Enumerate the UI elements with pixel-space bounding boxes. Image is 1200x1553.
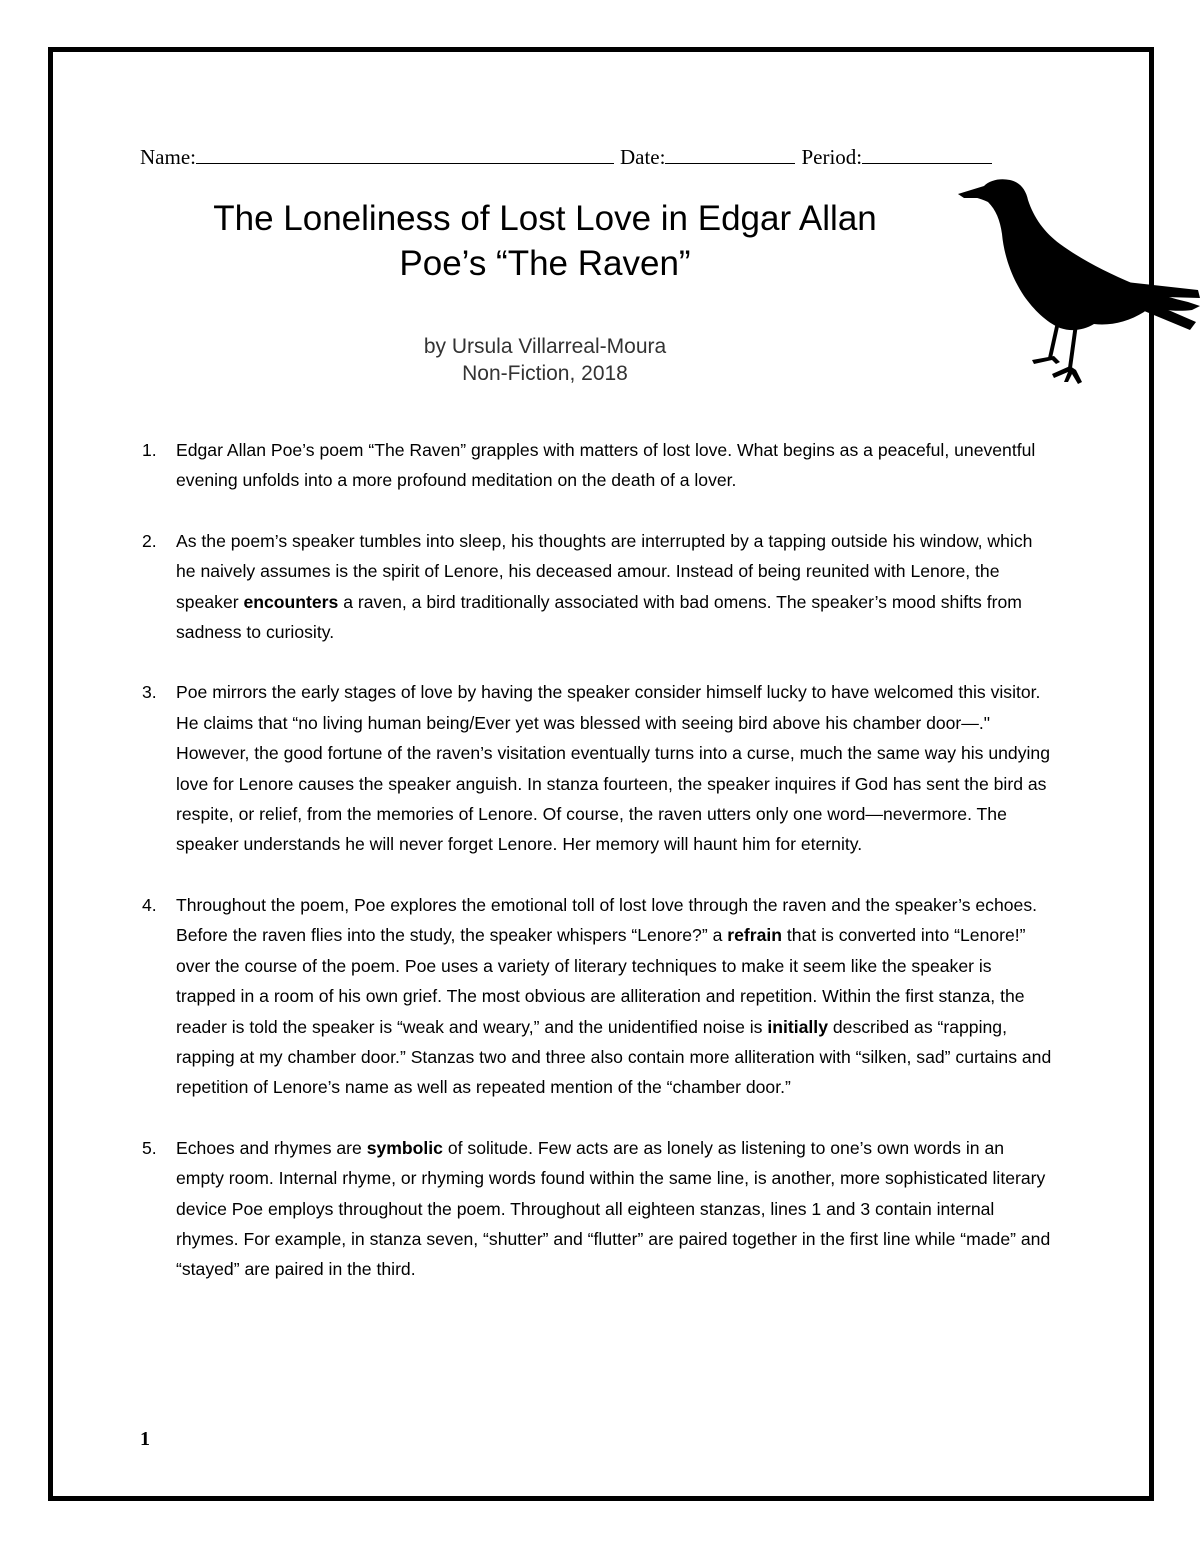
paragraph-number: 2. <box>142 530 157 551</box>
paragraph-3 <box>134 677 1054 859</box>
paragraph-text: Poe mirrors the early stages of love by having the speaker consider himself lucky to have welcomed this visitor. He claims that “no living human being/Ever yet was blessed with seeing bird above his chamber door—." However, the good fortune of the raven’s visitation eventually turns into a curse, much the same way his undying love for Lenore causes the speaker anguish. In stanza fourteen, the speaker inquires if God has sent the bird as respite, or relief, from the memories of Lenore. Of course, the raven utters only one word—nevermore. The speaker understands he will never forget Lenore. Her memory will haunt him for eternity. <box>176 682 1050 855</box>
vocab-word-refrain: refrain <box>727 925 783 946</box>
genre-year: Non-Fiction, 2018 <box>462 362 628 385</box>
paragraph-text: As the poem’s speaker tumbles into sleep, his thoughts are interrupted by a tapping outside his window, which he naively assumes is the spirit of Lenore, his deceased amour. Instead of being reunited with Lenore, the speaker <box>176 530 1033 612</box>
vocab-word-symbolic: symbolic <box>366 1137 443 1158</box>
paragraph-1 <box>134 435 1054 496</box>
author: by Ursula Villarreal-Moura <box>423 335 667 358</box>
paragraph-number: 1. <box>142 440 157 460</box>
paragraph-text: Throughout the poem, Poe explores the emotional toll of lost love through the raven and the speaker’s echoes. Before the raven flies into the study, the speaker whispers “Lenore?” a <box>176 894 1038 946</box>
paragraph-text: of solitude. Few acts are as lonely as listening to one’s own words in an empty room. Internal rhyme, or rhyming words found within the same line, is another, more sophisticated literary device Poe employs throughout the poem. Throughout all eighteen stanzas, lines 1 and 3 contain internal rhymes. For example, in stanza seven, “shutter” and “flutter” are paired together in the first line while “made” and “stayed” are paired in the third. <box>176 1137 1051 1280</box>
paragraph-number: 4. <box>142 894 157 915</box>
title-line-2: Poe’s “The Raven” <box>399 244 691 283</box>
vocab-word-encounters: encounters <box>243 591 339 612</box>
period-label: Period: <box>801 145 863 169</box>
page-number: 1 <box>140 1428 150 1450</box>
paragraph-number: 5. <box>142 1137 157 1158</box>
student-info-line <box>140 143 992 170</box>
paragraph-2 <box>134 526 1054 648</box>
paragraph-text: Echoes and rhymes are <box>176 1137 367 1158</box>
vocab-word-initially: initially <box>767 1016 828 1037</box>
document-title <box>150 196 940 286</box>
paragraph-5 <box>134 1133 1054 1285</box>
date-blank[interactable] <box>665 143 795 164</box>
period-blank[interactable] <box>862 143 992 164</box>
title-line-1: The Loneliness of Lost Love in Edgar Allan <box>213 199 877 238</box>
date-label: Date: <box>619 145 666 169</box>
numbered-paragraphs <box>134 435 1054 1315</box>
raven-silhouette-image <box>956 172 1200 392</box>
paragraph-text: a raven, a bird traditionally associated with bad omens. The speaker’s mood shifts from sadness to curiosity. <box>176 591 1022 643</box>
paragraph-text: that is converted into “Lenore!” over the course of the poem. Poe uses a variety of literary techniques to make it seem like the speaker is trapped in a room of his own grief. The most obvious are alliteration and repetition. Within the first stanza, the reader is told the speaker is “weak and weary,” and the unidentified noise is <box>176 925 1026 1037</box>
name-label: Name: <box>140 145 196 169</box>
paragraph-text: described as “rapping, rapping at my chamber door.” Stanzas two and three also contain more alliteration with “silken, sad” curtains and repetition of Lenore’s name as well as repeated mention of the “chamber door.” <box>176 1016 1052 1098</box>
byline <box>150 333 940 387</box>
paragraph-number: 3. <box>142 682 157 703</box>
paragraph-text: Edgar Allan Poe’s poem “The Raven” grapples with matters of lost love. What begins as a peaceful, uneventful evening unfolds into a more profound meditation on the death of a lover. <box>176 440 1036 491</box>
name-blank[interactable] <box>196 143 614 164</box>
paragraph-4 <box>134 890 1054 1103</box>
